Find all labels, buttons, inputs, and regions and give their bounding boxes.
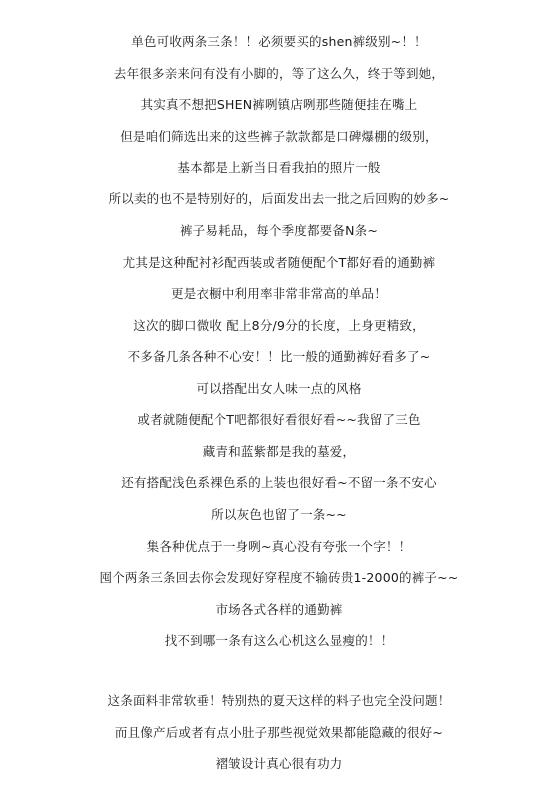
text-line: 但是咱们筛选出来的这些裤子款款都是口碑爆棚的级别， — [120, 129, 438, 144]
text-line: 藏青和蓝紫都是我的墓爱， — [202, 444, 356, 459]
text-line: 集各种优点于一身咧~真心没有夸张一个字！！ — [146, 539, 412, 554]
text-line: 市场各式各样的通勤裤 — [215, 602, 343, 617]
text-line: 所以卖的也不是特别好的，后面发出去一批之后回购的妙多~ — [108, 191, 450, 206]
text-line: 基本都是上新当日看我拍的照片一般 — [177, 160, 381, 175]
text-line: 或者就随便配个T吧都很好看很好看~~我留了三色 — [137, 412, 421, 427]
text-line: 可以搭配出女人味一点的风格 — [196, 381, 362, 396]
text-line: 不多备几条各种不心安！！比一般的通勤裤好看多了~ — [127, 349, 431, 364]
text-line: 所以灰色也留了一条~~ — [211, 507, 347, 522]
text-line: 囤个两条三条回去你会发现好穿程度不输砖贵1-2000的裤子~~ — [99, 570, 459, 585]
text-line: 更是衣橱中利用率非常非常高的单品！ — [171, 286, 387, 301]
text-line: 尤其是这种配衬衫配西装或者随便配个T都好看的通勤裤 — [122, 255, 436, 270]
text-line: 其实真不想把SHEN裤咧镇店咧那些随便挂在嘴上 — [140, 97, 418, 112]
text-line: 这条面料非常软垂！特别热的夏天这样的料子也完全没问题！ — [107, 693, 451, 708]
text-line: 去年很多亲来问有没有小脚的，等了这么久，终于等到她， — [113, 66, 445, 81]
text-line: 裤子易耗品，每个季度都要备N条~ — [179, 223, 379, 238]
text-line: 而且像产后或者有点小肚子那些视觉效果都能隐藏的很好~ — [114, 725, 444, 740]
text-line: 单色可收两条三条！！必须要买的shen裤级别~！！ — [131, 34, 427, 49]
text-line: 还有搭配浅色系裸色系的上装也很好看~不留一条不安心 — [121, 475, 437, 490]
text-line: 找不到哪一条有这么心机这么显瘦的！！ — [164, 633, 394, 648]
text-line: 这次的脚口微收 配上8分/9分的长度，上身更精致， — [133, 318, 425, 333]
text-line: 褶皱设计真心很有功力 — [215, 756, 343, 771]
